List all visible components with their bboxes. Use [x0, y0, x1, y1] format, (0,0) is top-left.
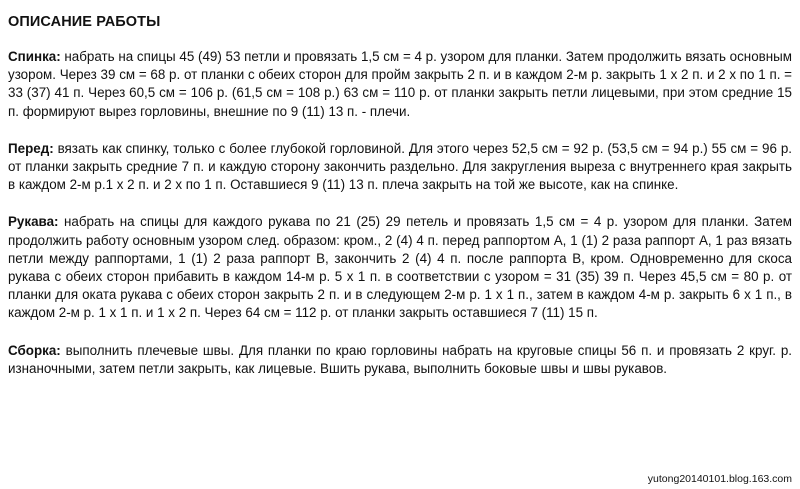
section-text: набрать на спицы для каждого рукава по 21 (25) 29 петель и провязать 1,5 см = 4 р. узором для планки. Затем продолжить работу основным узором след. образом: кром., 2 (4) 4 п. перед раппортом А, 1 (1) 2 раза раппорт А, 1 раз вязать петли между раппортами, 1 (1) 2 раза раппорт В, закончить 2 (4) 4 п. после раппорта В, кром. Одновременно для скоса рукава с обеих сторон прибавить в каждом 14-м р. 5 х 1 п. в соответствии с узором = 31 (35) 39 п. Через 45,5 см = 80 р. от планки для оката рукава с обеих сторон закрыть 2 п. и в следующем 2-м р. 1 х 1 п., затем в каждом 4-м р. закрыть 6 х 1 п., в каждом 2-м р. 1 х 1 п. и 1 х 2 п. Через 64 см = 112 р. от планки закрыть оставшиеся 7 (11) 15 п. — [8, 214, 792, 321]
section-text: выполнить плечевые швы. Для планки по краю горловины набрать на круговые спицы 56 п. и провязать 2 круг. р. изнаночными, затем петли закрыть, как лицевые. Вшить рукава, выполнить боковые швы и швы рукавов. — [8, 342, 792, 376]
section-back — [8, 48, 792, 121]
section-heading: Рукава: — [8, 214, 59, 230]
watermark: yutong20140101.blog.163.com — [647, 473, 792, 485]
section-heading: Спинка: — [8, 49, 61, 64]
document-body — [8, 14, 792, 397]
section-heading: Перед: — [8, 140, 54, 156]
section-text: набрать на спицы 45 (49) 53 петли и провязать 1,5 см = 4 р. узором для планки. Затем продолжить вязать основным узором. Через 39 см = 68 р. от планки с обеих сторон для пройм закрыть 2 п. и в каждом 2-м р. закрыть 1 х 2 п. и 2 х по 1 п. = 33 (37) 41 п. Через 60,5 см = 106 р. (61,5 см = 108 р.) 63 см = 110 р. от планки закрыть петли лицевыми, при этом средние 15 п. формируют вырез горловины, внешние по 9 (11) 13 п. - плечи. — [8, 49, 792, 119]
section-text: вязать как спинку, только с более глубокой горловиной. Для этого через 52,5 см = 92 р. (53,5 см = 94 р.) 55 см = 96 р. от планки закрыть средние 7 п. и каждую сторону закончить раздельно. Для закругления выреза с внутреннего края закрыть в каждом 2-м р.1 х 2 п. и 2 х по 1 п. Оставшиеся 9 (11) 13 п. плеча закрыть на той же высоте, как на спинке. — [8, 140, 792, 193]
section-heading: Сборка: — [8, 342, 61, 358]
section-sleeves — [8, 213, 792, 322]
section-assembly — [8, 342, 792, 378]
section-front — [8, 140, 792, 195]
page-title: ОПИСАНИЕ РАБОТЫ — [8, 14, 161, 30]
